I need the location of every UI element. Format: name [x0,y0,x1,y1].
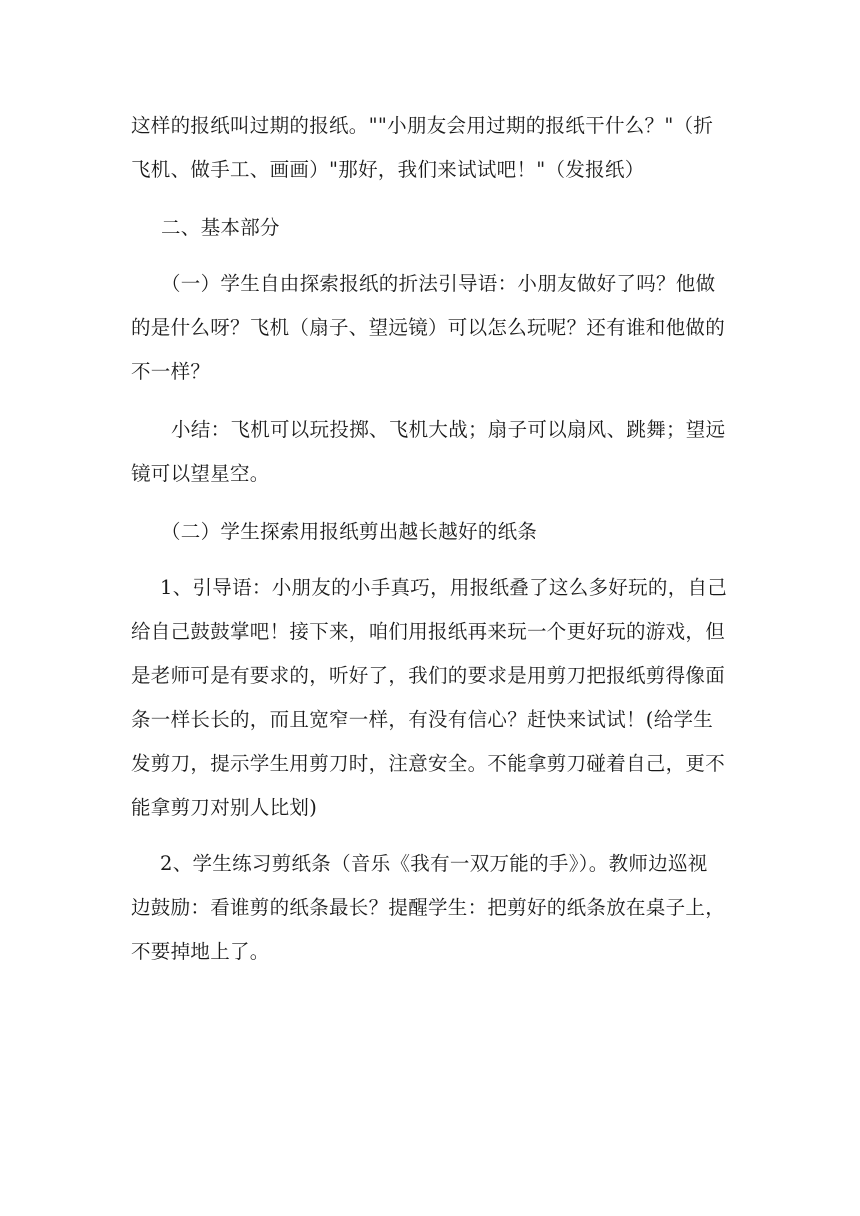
text-line: 1、引导语：小朋友的小手真巧，用报纸叠了这么多好玩的，自己 [160,576,728,599]
text-line: 给自己鼓鼓掌吧！接下来，咱们用报纸再来玩一个更好玩的游戏，但 [131,620,726,643]
text-line: 不一样？ [131,360,211,383]
paragraph-guide-1 [131,566,735,830]
section-heading-basic-part [161,206,765,250]
text-line: 条一样长长的，而且宽窄一样，有没有信心？赶快来试试！(给学生 [131,708,714,731]
paragraph-intro-ending [131,104,735,192]
text-line: 这样的报纸叫过期的报纸。""小朋友会用过期的报纸干什么？"（折 [131,114,714,137]
paragraph-fold-exploration [131,262,735,394]
text-line: 镜可以望星空。 [131,462,270,485]
text-line: 是老师可是有要求的，听好了，我们的要求是用剪刀把报纸剪得像面 [131,664,726,687]
text-line: 能拿剪刀对别人比划) [131,796,318,819]
subheading-cut-strips [161,510,765,554]
text-line: （一）学生自由探索报纸的折法引导语：小朋友做好了吗？他做 [161,272,716,295]
text-line: 飞机、做手工、画画）"那好，我们来试试吧！"（发报纸） [131,158,645,181]
text-line: 边鼓励：看谁剪的纸条最长？提醒学生：把剪好的纸条放在桌子上， [131,896,726,919]
text-line: 发剪刀，提示学生用剪刀时，注意安全。不能拿剪刀碰着自己，更不 [131,752,726,775]
paragraph-summary [131,408,735,496]
text-line: 2、学生练习剪纸条（音乐《我有一双万能的手》）。教师边巡视 [160,852,708,875]
subheading: （二）学生探索用报纸剪出越长越好的纸条 [161,520,538,543]
text-line: 小结：飞机可以玩投掷、飞机大战；扇子可以扇风、跳舞；望远 [171,418,726,441]
text-line: 不要掉地上了。 [131,940,270,963]
section-heading: 二、基本部分 [161,216,280,239]
text-line: 的是什么呀？飞机（扇子、望远镜）可以怎么玩呢？还有谁和他做的 [131,316,726,339]
paragraph-practice-2 [131,842,735,974]
